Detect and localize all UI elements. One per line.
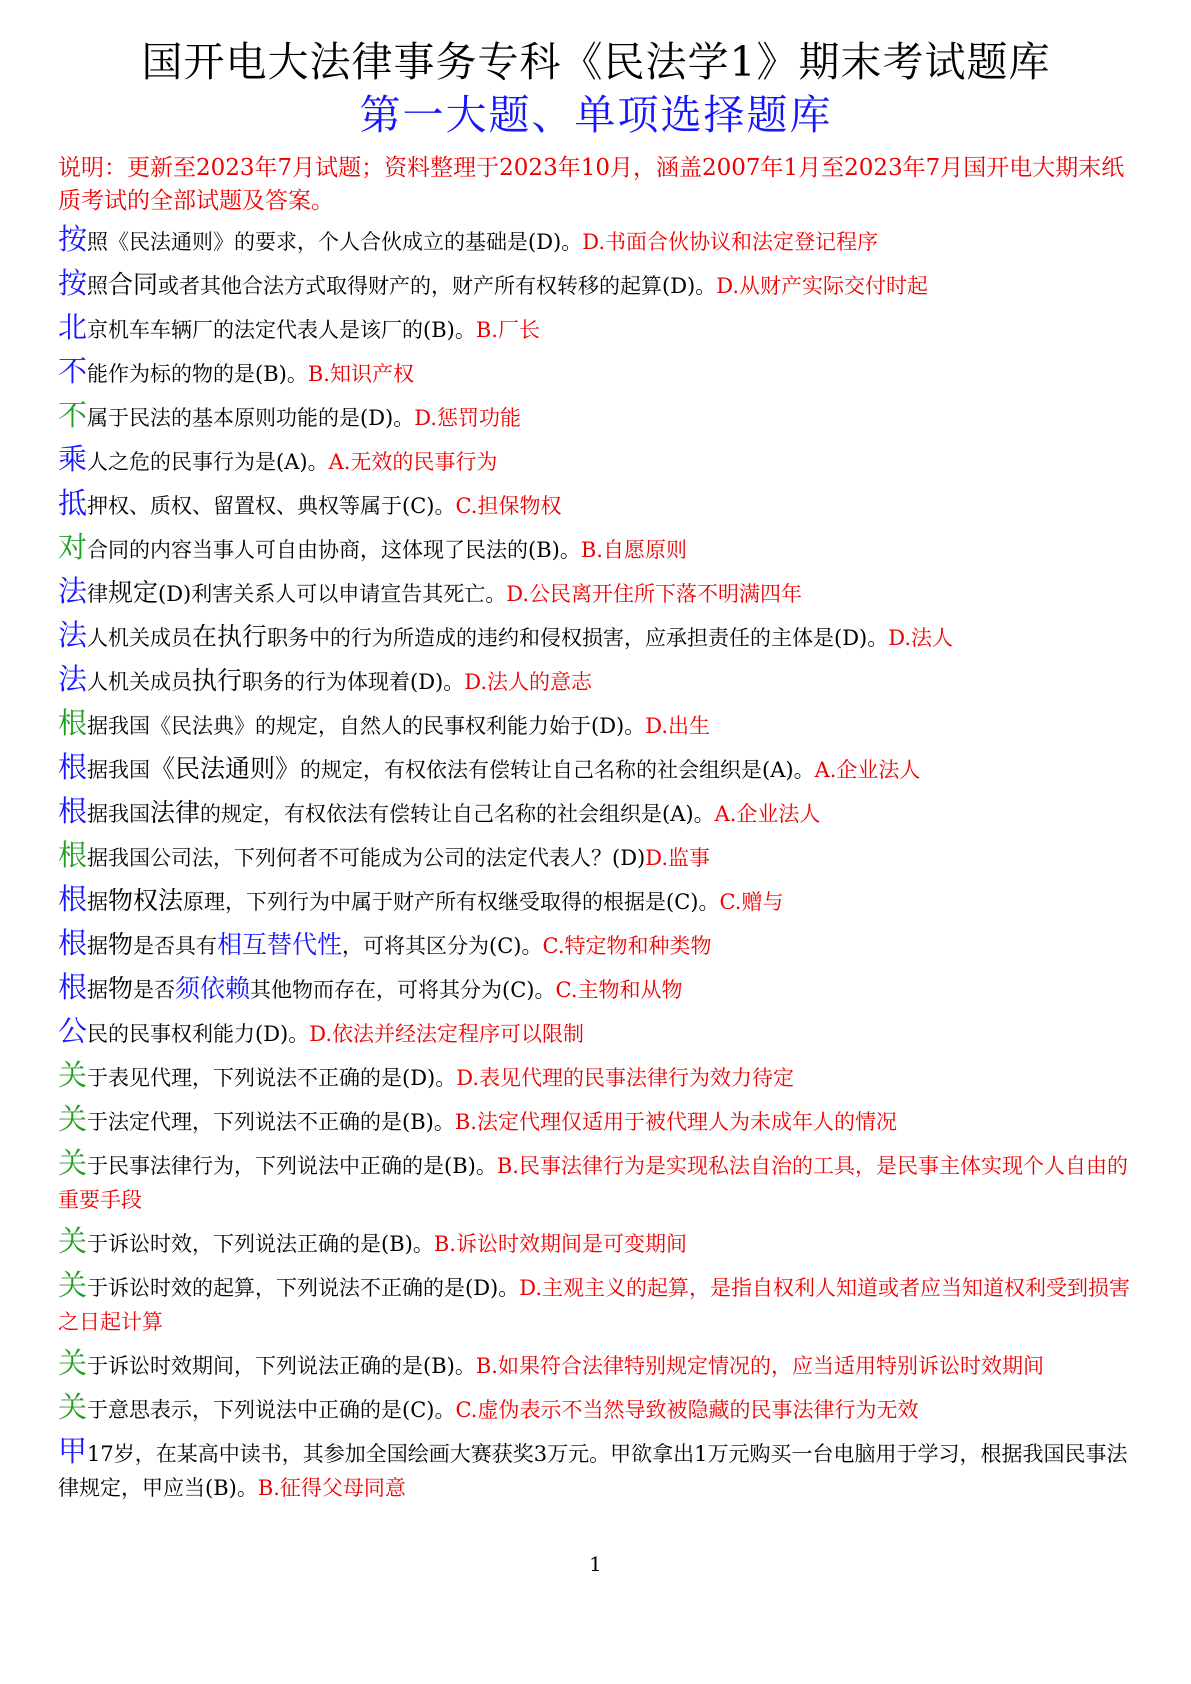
question-text: 据 — [87, 890, 109, 914]
question-text: 据我国公司法，下列何者不可能成为公司的法定代表人？(D) — [87, 846, 646, 870]
initial-character: 对 — [58, 530, 88, 564]
question-text: 在执行 — [192, 622, 268, 651]
question-text: 据 — [87, 934, 109, 958]
question-text: ，可将其区分为(C)。 — [342, 934, 543, 958]
question-text: 法律 — [150, 798, 201, 827]
question-item — [58, 1346, 1134, 1383]
question-item — [58, 266, 1134, 303]
question-text: 照 — [87, 274, 109, 298]
question-text: 17岁，在某高中读书，其参加全国绘画大赛获奖3万元。甲欲拿出1万元购买一台电脑用于学习，根据我国民事法律规定，甲应当(B)。 — [58, 1442, 1128, 1500]
question-text: 物权法 — [108, 886, 184, 915]
question-text: 相互替代性 — [217, 930, 343, 959]
question-text: (D)利害关系人可以申请宣告其死亡。 — [158, 582, 507, 606]
initial-character: 按 — [58, 222, 88, 256]
question-item — [58, 926, 1134, 963]
initial-character: 不 — [58, 354, 88, 388]
question-item — [58, 794, 1134, 831]
question-text: 于民事法律行为，下列说法中正确的是(B)。 — [87, 1154, 497, 1178]
question-text: 原理，下列行为中属于财产所有权继受取得的根据是(C)。 — [183, 890, 720, 914]
initial-character: 不 — [58, 398, 88, 432]
question-item — [58, 882, 1134, 919]
question-text: 《民法通则》 — [150, 754, 301, 783]
question-text: 执行 — [192, 666, 243, 695]
initial-character: 公 — [58, 1014, 88, 1048]
question-text: 于表见代理，下列说法不正确的是(D)。 — [87, 1066, 457, 1090]
question-item — [58, 838, 1134, 875]
answer-text: B.如果符合法律特别规定情况的，应当适用特别诉讼时效期间 — [475, 1354, 1044, 1378]
question-text: 民的民事权利能力(D)。 — [87, 1022, 310, 1046]
question-item — [58, 1268, 1134, 1339]
answer-text: A.无效的民事行为 — [328, 450, 498, 474]
initial-character: 根 — [58, 706, 88, 740]
answer-text: D.主观主义的起算，是指自权利人知道或者应当知道权利受到损害之日起计算 — [58, 1276, 1131, 1334]
question-item — [58, 618, 1134, 655]
initial-character: 关 — [58, 1102, 88, 1136]
answer-text: B.知识产权 — [307, 362, 414, 386]
question-item — [58, 1146, 1134, 1217]
answer-text: D.监事 — [645, 846, 711, 870]
question-text: 人之危的民事行为是(A)。 — [87, 450, 329, 474]
question-text: 人机关成员 — [87, 626, 193, 650]
initial-character: 根 — [58, 794, 88, 828]
initial-character: 关 — [58, 1268, 88, 1302]
answer-text: D.从财产实际交付时起 — [716, 274, 929, 298]
initial-character: 根 — [58, 882, 88, 916]
question-text: 须依赖 — [175, 974, 251, 1003]
initial-character: 根 — [58, 926, 88, 960]
question-item — [58, 398, 1134, 435]
question-text: 于诉讼时效的起算，下列说法不正确的是(D)。 — [87, 1276, 520, 1300]
question-item — [58, 970, 1134, 1007]
question-text: 押权、质权、留置权、典权等属于(C)。 — [87, 494, 456, 518]
update-note: 说明：更新至2023年7月试题；资料整理于2023年10月，涵盖2007年1月至2023年7月国开电大期末纸质考试的全部试题及答案。 — [58, 155, 1125, 214]
answer-text: D.书面合伙协议和法定登记程序 — [582, 230, 879, 254]
question-item — [58, 486, 1134, 523]
question-item — [58, 706, 1134, 743]
initial-character: 根 — [58, 750, 88, 784]
initial-character: 北 — [58, 310, 88, 344]
question-item — [58, 530, 1134, 567]
answer-text: B.厂长 — [475, 318, 540, 342]
question-item — [58, 1224, 1134, 1261]
question-text: 职务的行为体现着(D)。 — [242, 670, 465, 694]
initial-character: 关 — [58, 1390, 88, 1424]
initial-character: 关 — [58, 1058, 88, 1092]
answer-text: D.依法并经法定程序可以限制 — [309, 1022, 585, 1046]
question-item — [58, 1434, 1134, 1505]
question-text: 据我国《民法典》的规定，自然人的民事权利能力始于(D)。 — [87, 714, 646, 738]
question-item — [58, 442, 1134, 479]
initial-character: 根 — [58, 970, 88, 1004]
question-item — [58, 1014, 1134, 1051]
answer-text: C.主物和从物 — [555, 978, 683, 1002]
initial-character: 按 — [58, 266, 88, 300]
question-item — [58, 1390, 1134, 1427]
question-text: 照《民法通则》的要求，个人合伙成立的基础是(D)。 — [87, 230, 583, 254]
question-text: 是否 — [133, 978, 176, 1002]
document-title: 国开电大法律事务专科《民法学1》期末考试题库 — [141, 38, 1051, 86]
page-number: 1 — [589, 1552, 602, 1576]
question-text: 京机车车辆厂的法定代表人是该厂的(B)。 — [87, 318, 476, 342]
answer-text: C.担保物权 — [455, 494, 562, 518]
initial-character: 关 — [58, 1224, 88, 1258]
answer-text: B.自愿原则 — [580, 538, 687, 562]
question-item — [58, 574, 1134, 611]
question-text: 其他物而存在，可将其分为(C)。 — [250, 978, 556, 1002]
initial-character: 乘 — [58, 442, 88, 476]
initial-character: 关 — [58, 1146, 88, 1180]
question-item — [58, 1058, 1134, 1095]
section-title: 第一大题、单项选择题库 — [359, 91, 833, 139]
answer-text: B.法定代理仅适用于被代理人为未成年人的情况 — [454, 1110, 897, 1134]
question-text: 于诉讼时效，下列说法正确的是(B)。 — [87, 1232, 434, 1256]
question-text: 或者其他合法方式取得财产的，财产所有权转移的起算(D)。 — [158, 274, 717, 298]
initial-character: 法 — [58, 574, 88, 608]
question-item — [58, 222, 1134, 259]
question-text: 是否具有 — [133, 934, 218, 958]
answer-text: B.征得父母同意 — [257, 1476, 406, 1500]
question-text: 规定 — [108, 578, 159, 607]
initial-character: 法 — [58, 662, 88, 696]
initial-character: 甲 — [58, 1434, 88, 1468]
question-text: 人机关成员 — [87, 670, 193, 694]
answer-text: B.诉讼时效期间是可变期间 — [433, 1232, 687, 1256]
question-item — [58, 1102, 1134, 1139]
question-list — [58, 222, 1134, 1505]
question-text: 的规定，有权依法有偿转让自己名称的社会组织是(A)。 — [200, 802, 715, 826]
answer-text: D.公民离开住所下落不明满四年 — [506, 582, 803, 606]
answer-text: B.民事法律行为是实现私法自治的工具，是民事主体实现个人自由的重要手段 — [58, 1154, 1128, 1212]
question-text: 于诉讼时效期间，下列说法正确的是(B)。 — [87, 1354, 476, 1378]
question-item — [58, 354, 1134, 391]
question-text: 合同的内容当事人可自由协商，这体现了民法的(B)。 — [87, 538, 581, 562]
question-text: 律 — [87, 582, 109, 606]
question-item — [58, 750, 1134, 787]
initial-character: 抵 — [58, 486, 88, 520]
answer-text: C.虚伪表示不当然导致被隐藏的民事法律行为无效 — [455, 1398, 919, 1422]
question-item — [58, 310, 1134, 347]
question-text: 于法定代理，下列说法不正确的是(B)。 — [87, 1110, 455, 1134]
question-text: 能作为标的物的是(B)。 — [87, 362, 308, 386]
answer-text: C.特定物和种类物 — [542, 934, 712, 958]
question-text: 职务中的行为所造成的违约和侵权损害，应承担责任的主体是(D)。 — [267, 626, 889, 650]
question-text: 的规定，有权依法有偿转让自己名称的社会组织是(A)。 — [300, 758, 815, 782]
question-text: 据 — [87, 978, 109, 1002]
answer-text: D.法人 — [888, 626, 954, 650]
initial-character: 法 — [58, 618, 88, 652]
answer-text: C.赠与 — [719, 890, 784, 914]
answer-text: A.企业法人 — [814, 758, 921, 782]
answer-text: D.惩罚功能 — [414, 406, 522, 430]
question-text: 据我国 — [87, 758, 151, 782]
question-item — [58, 662, 1134, 699]
answer-text: D.出生 — [645, 714, 711, 738]
question-text: 合同 — [108, 270, 159, 299]
question-text: 物 — [108, 974, 134, 1003]
answer-text: A.企业法人 — [714, 802, 821, 826]
answer-text: D.法人的意志 — [464, 670, 593, 694]
answer-text: D.表见代理的民事法律行为效力待定 — [456, 1066, 795, 1090]
question-text: 物 — [108, 930, 134, 959]
initial-character: 根 — [58, 838, 88, 872]
question-text: 属于民法的基本原则功能的是(D)。 — [87, 406, 415, 430]
initial-character: 关 — [58, 1346, 88, 1380]
question-text: 于意思表示，下列说法中正确的是(C)。 — [87, 1398, 456, 1422]
question-text: 据我国 — [87, 802, 151, 826]
